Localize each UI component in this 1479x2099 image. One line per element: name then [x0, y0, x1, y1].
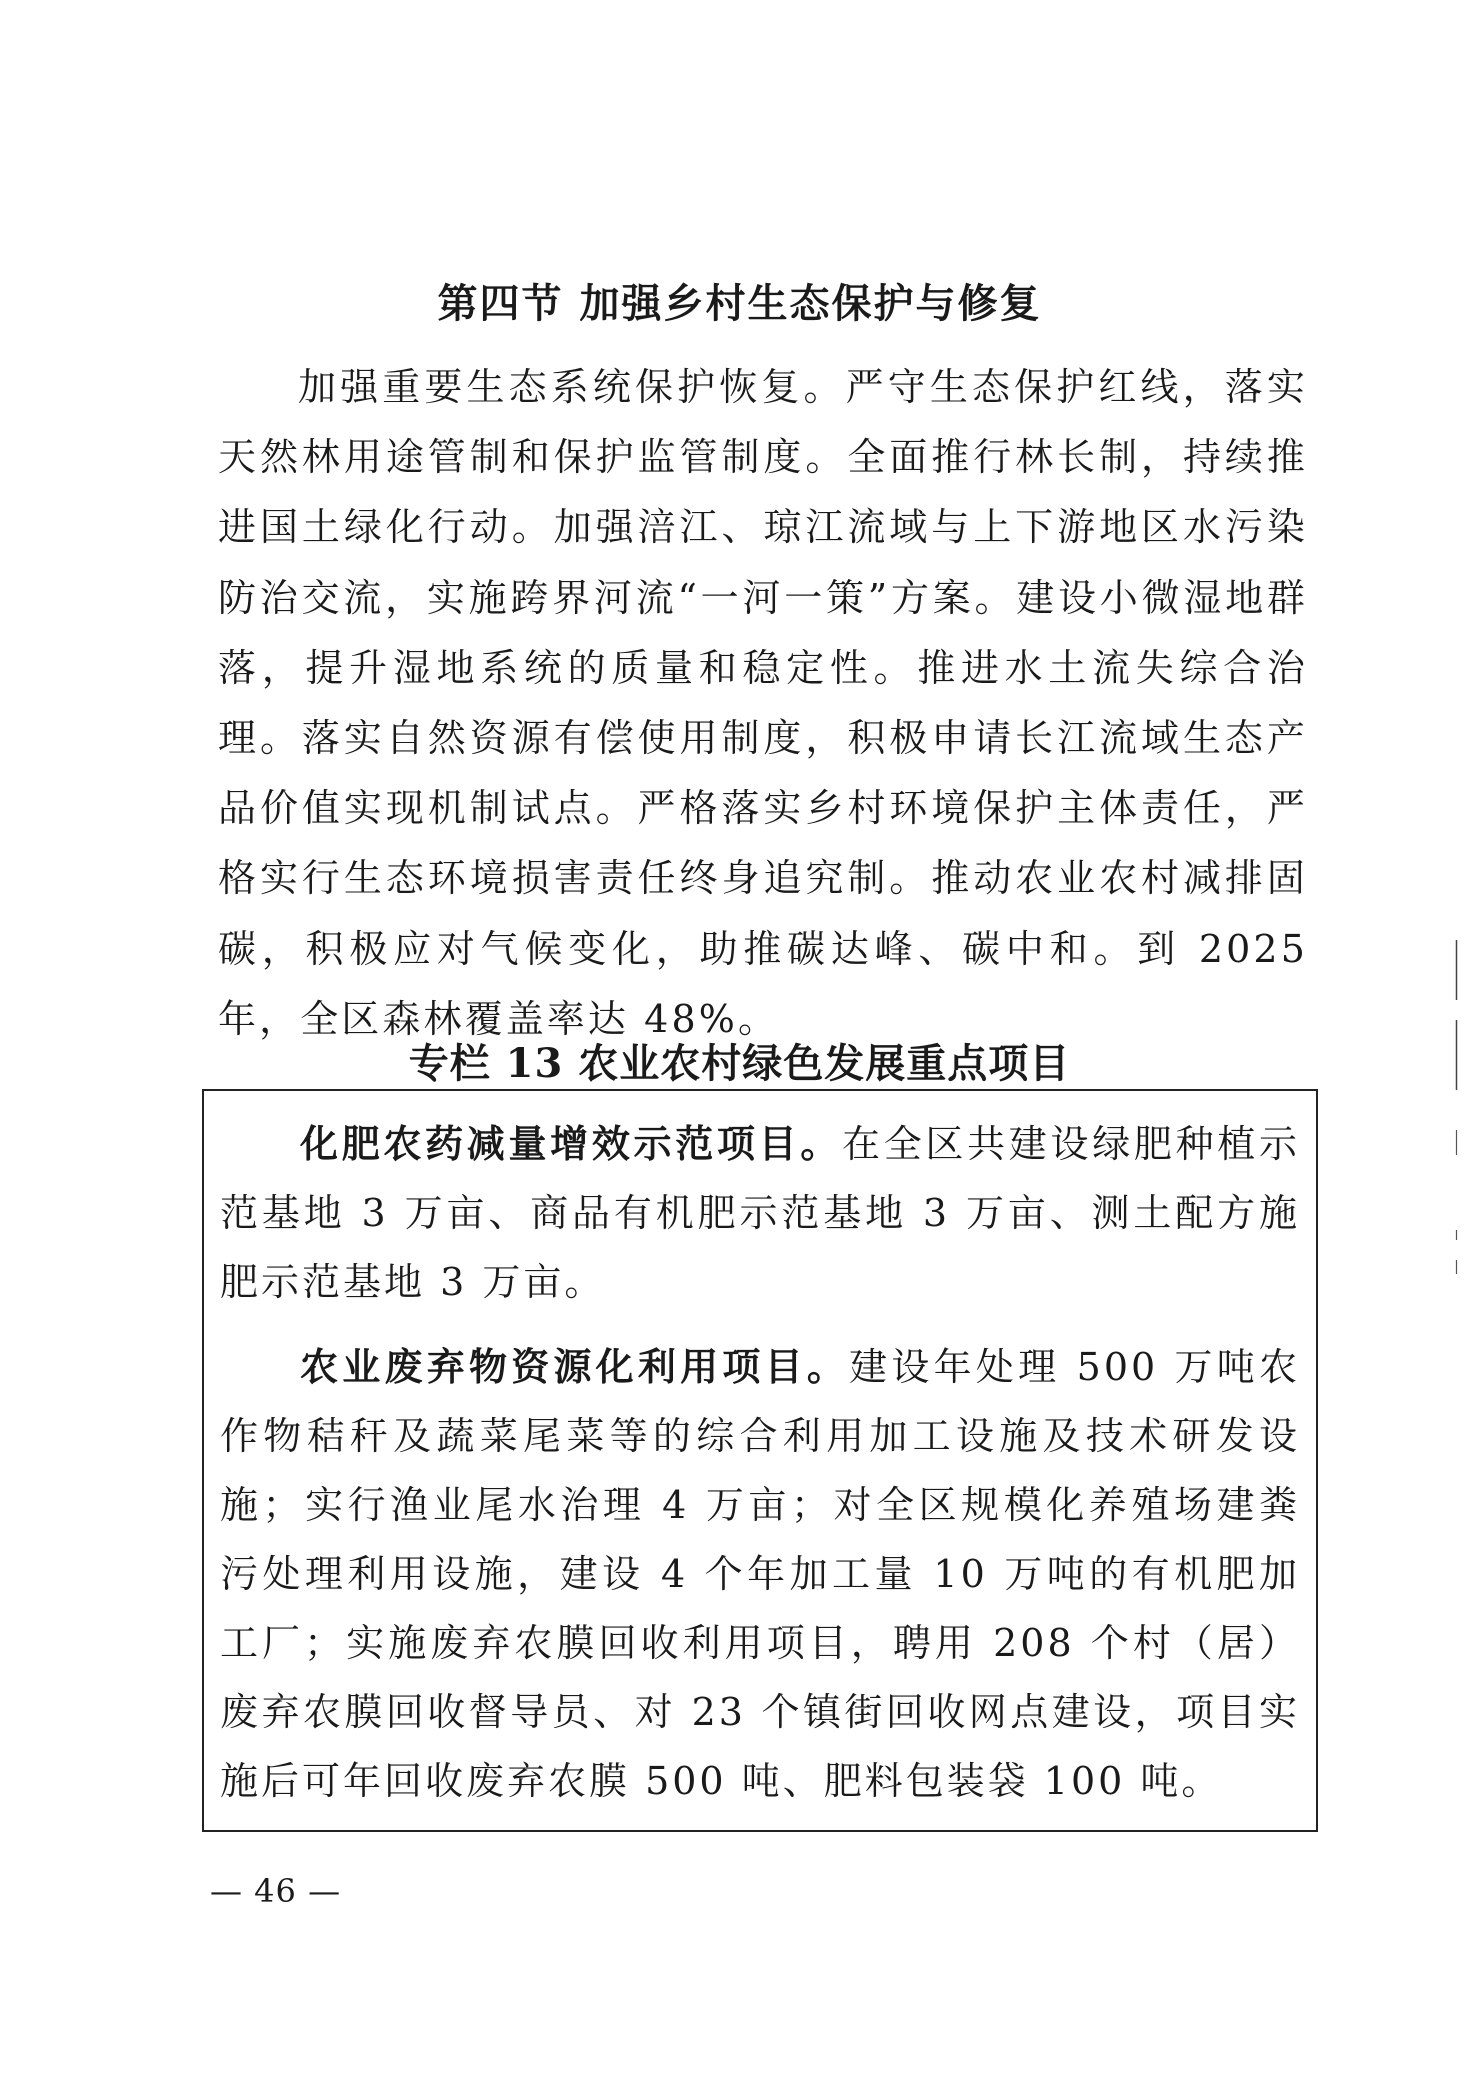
- body-paragraph: 加强重要生态系统保护恢复。严守生态保护红线，落实天然林用途管制和保护监管制度。全面推行林长制，持续推进国土绿化行动。加强涪江、琼江流域与上下游地区水污染防治交流，实施跨界河流“一河一策”方案。建设小微湿地群落，提升湿地系统的质量和稳定性。推进水土流失综合治理。落实自然资源有偿使用制度，积极申请长江流域生态产品价值实现机制试点。严格落实乡村环境保护主体责任，严格实行生态环境损害责任终身追究制。推动农业农村减排固碳，积极应对气候变化，助推碳达峰、碳中和。到 2025 年，全区森林覆盖率达 48%。: [218, 365, 1308, 1041]
- project-item: [220, 1109, 1300, 1317]
- project-box: [202, 1089, 1318, 1832]
- project-item: [220, 1332, 1300, 1816]
- scan-edge-mark: [1455, 940, 1458, 1280]
- page-number: — 46 —: [210, 1872, 342, 1910]
- project-item-text: 在全区共建设绿肥种植示范基地 3 万亩、商品有机肥示范基地 3 万亩、测土配方施肥示范基地 3 万亩。: [220, 1122, 1300, 1304]
- box-title: 专栏 13 农业农村绿色发展重点项目: [408, 1040, 1071, 1087]
- section-heading: 第四节 加强乡村生态保护与修复: [437, 280, 1042, 327]
- project-item-text: 建设年处理 500 万吨农作物秸秆及蔬菜尾菜等的综合利用加工设施及技术研发设施；实行渔业尾水治理 4 万亩；对全区规模化养殖场建粪污处理利用设施，建设 4 个年加工量 10 万吨的有机肥加工厂；实施废弃农膜回收利用项目，聘用 208 个村（居）废弃农膜回收督导员、对 23 个镇街回收网点建设，项目实施后可年回收废弃农膜 500 吨、肥料包装袋 100 吨。: [220, 1345, 1300, 1803]
- project-item-lead: 化肥农药减量增效示范项目。: [300, 1121, 843, 1166]
- project-item-lead: 农业废弃物资源化利用项目。: [300, 1344, 850, 1389]
